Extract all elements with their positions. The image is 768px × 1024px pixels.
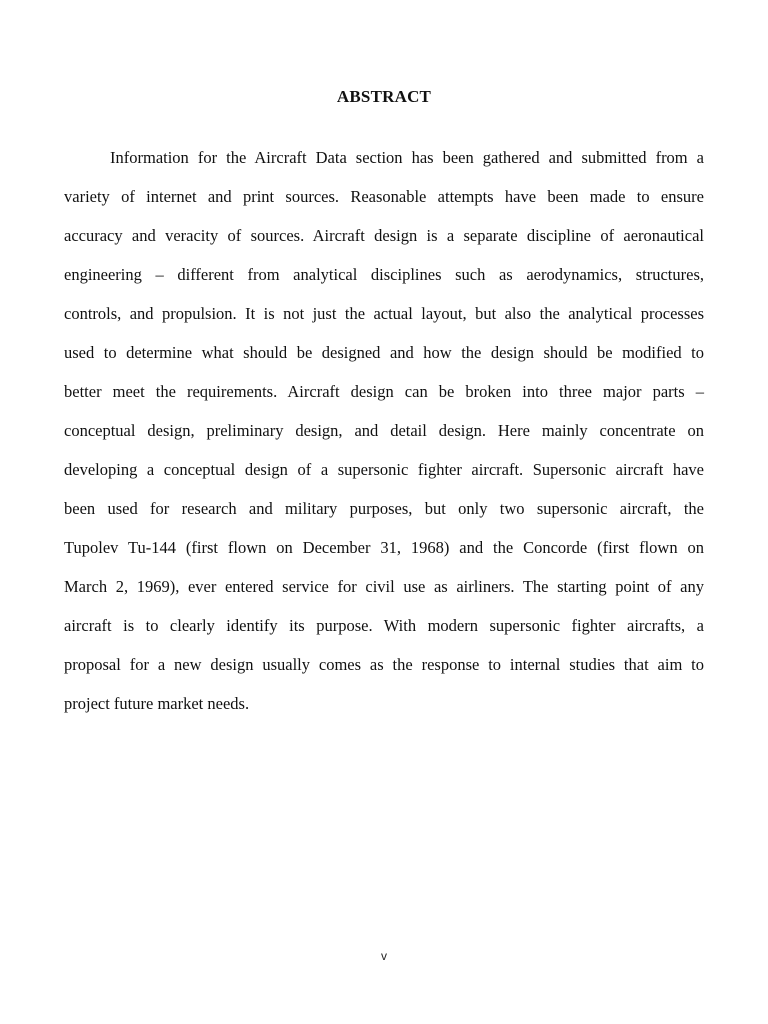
paragraph-line: March 2, 1969), ever entered service for civil use as airliners. The starting point of any — [64, 577, 704, 596]
paragraph-line: Tupolev Tu-144 (first flown on December 31, 1968) and the Concorde (first flown on — [64, 538, 704, 557]
paragraph-line: project future market needs. — [64, 694, 250, 713]
abstract-title: ABSTRACT — [336, 87, 432, 106]
paragraph-line: aircraft is to clearly identify its purpose. With modern supersonic fighter aircrafts, a — [64, 616, 704, 635]
paragraph-line: engineering – different from analytical disciplines such as aerodynamics, structures, — [64, 265, 704, 284]
page-number: v — [381, 949, 387, 963]
paragraph-line: been used for research and military purposes, but only two supersonic aircraft, the — [64, 499, 704, 518]
paragraph-line: accuracy and veracity of sources. Aircraft design is a separate discipline of aeronautical — [64, 226, 704, 245]
paragraph-line: developing a conceptual design of a supersonic fighter aircraft. Supersonic aircraft have — [64, 460, 704, 479]
paragraph-line: conceptual design, preliminary design, and detail design. Here mainly concentrate on — [64, 421, 704, 440]
paragraph-line: proposal for a new design usually comes as the response to internal studies that aim to — [64, 655, 704, 674]
paragraph-line: used to determine what should be designed and how the design should be modified to — [64, 343, 704, 362]
paragraph-line: controls, and propulsion. It is not just the actual layout, but also the analytical processes — [64, 304, 704, 323]
paragraph-line: variety of internet and print sources. Reasonable attempts have been made to ensure — [64, 187, 704, 206]
abstract-paragraph — [64, 138, 704, 723]
paragraph-line: better meet the requirements. Aircraft design can be broken into three major parts – — [64, 382, 704, 401]
paragraph-line: Information for the Aircraft Data section has been gathered and submitted from a — [110, 148, 704, 167]
